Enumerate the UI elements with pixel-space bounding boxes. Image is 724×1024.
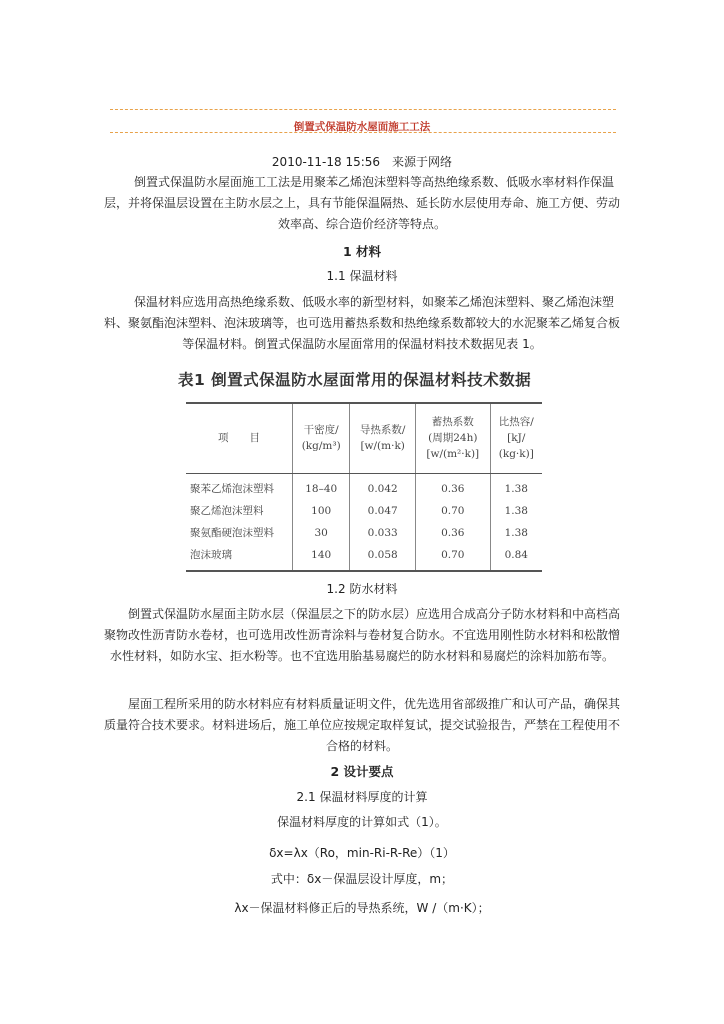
table-cell: 18–40: [293, 473, 350, 500]
header-density: 干密度/ (kg/m³): [293, 403, 350, 473]
section1-1-paragraph: 保温材料应选用高热绝缘系数、低吸水率的新型材料，如聚苯乙烯泡沫塑料、聚乙烯泡沫塑料、聚氨酯泡沫塑料、泡沫玻璃等，也可选用蓄热系数和热绝缘系数都较大的水泥聚苯乙烯复合板等保温材料。倒置式保温防水屋面常用的保温材料技术数据见表 1。: [103, 295, 620, 351]
section2-1-line3: λx－保温材料修正后的导热系统，W /（m·K）；: [234, 901, 490, 915]
table-cell: 140: [293, 544, 350, 571]
section1-2-paragraph-2: 屋面工程所采用的防水材料应有材料质量证明文件，优先选用省部级推广和认可产品，确保其质量符合技术要求。材料进场后，施工单位应按规定取样复试，提交试验报告，严禁在工程使用不合格的材料。: [103, 697, 620, 753]
table-cell: 0.033: [350, 522, 416, 544]
table-cell: 泡沫玻璃: [186, 544, 293, 571]
article-title[interactable]: 倒置式保温防水屋面施工工法: [293, 121, 431, 133]
table-cell: 0.84: [490, 544, 542, 571]
table-cell: 聚苯乙烯泡沫塑料: [186, 473, 293, 500]
section2-1-line2: 式中：δx－保温层设计厚度，m；: [270, 872, 454, 886]
table-header-row: [186, 403, 542, 473]
table-cell: 聚氨酯硬泡沫塑料: [186, 522, 293, 544]
section1-2-paragraph-1: 倒置式保温防水屋面主防水层（保温层之下的防水层）应选用合成高分子防水材料和中高档高聚物改性沥青防水卷材，也可选用改性沥青涂料与卷材复合防水。不宜选用刚性防水材料和松散憎水性材料，如防水宝、拒水粉等。也不宜选用胎基易腐烂的防水材料和易腐烂的涂料加筋布等。: [103, 607, 620, 663]
table-row: [186, 500, 542, 522]
top-dashed-line: [110, 109, 616, 110]
table-cell: 聚乙烯泡沫塑料: [186, 500, 293, 522]
section1-heading: 1 材料: [342, 244, 382, 259]
table-caption: 表1 倒置式保温防水屋面常用的保温材料技术数据: [178, 371, 532, 389]
table-cell: 30: [293, 522, 350, 544]
header-item: 项 目: [186, 403, 293, 473]
table-cell: 0.36: [415, 473, 490, 500]
table-row: [186, 473, 542, 500]
article-meta: 2010-11-18 15:56 来源于网络: [271, 155, 453, 169]
header-heat-storage: 蓄热系数 (周期24h) [w/(m²·k)]: [415, 403, 490, 473]
section1-1-heading: 1.1 保温材料: [326, 269, 398, 283]
section2-heading: 2 设计要点: [330, 764, 394, 779]
table-cell: 0.042: [350, 473, 416, 500]
table-row: [186, 544, 542, 571]
table-cell: 0.70: [415, 500, 490, 522]
section2-1-heading: 2.1 保温材料厚度的计算: [296, 790, 428, 804]
table-cell: 0.058: [350, 544, 416, 571]
header-specific-heat: 比热容/ [kJ/ (kg·k)]: [490, 403, 542, 473]
table-cell: 1.38: [504, 526, 528, 539]
table-cell: 0.70: [415, 544, 490, 571]
table-cell: 100: [293, 500, 350, 522]
insulation-data-table: [186, 402, 542, 572]
title-dashed-line: [110, 132, 616, 133]
table-cell: 0.047: [350, 500, 416, 522]
table-cell: 0.36: [415, 522, 490, 544]
formula-1: δx=λx（Ro，min-Ri-R-Re）（1）: [269, 846, 455, 860]
table-cell: 1.38: [504, 504, 528, 517]
header-conductivity: 导热系数/ [w/(m·k): [350, 403, 416, 473]
intro-paragraph: 倒置式保温防水屋面施工工法是用聚苯乙烯泡沫塑料等高热绝缘系数、低吸水率材料作保温层，并将保温层设置在主防水层之上，具有节能保温隔热、延长防水层使用寿命、施工方便、劳动效率高、综合造价经济等特点。: [103, 175, 620, 231]
section2-1-line1: 保温材料厚度的计算如式（1）。: [277, 815, 447, 829]
section1-2-heading: 1.2 防水材料: [326, 582, 398, 596]
table-cell: 1.38: [504, 482, 528, 495]
table-row: [186, 522, 542, 544]
